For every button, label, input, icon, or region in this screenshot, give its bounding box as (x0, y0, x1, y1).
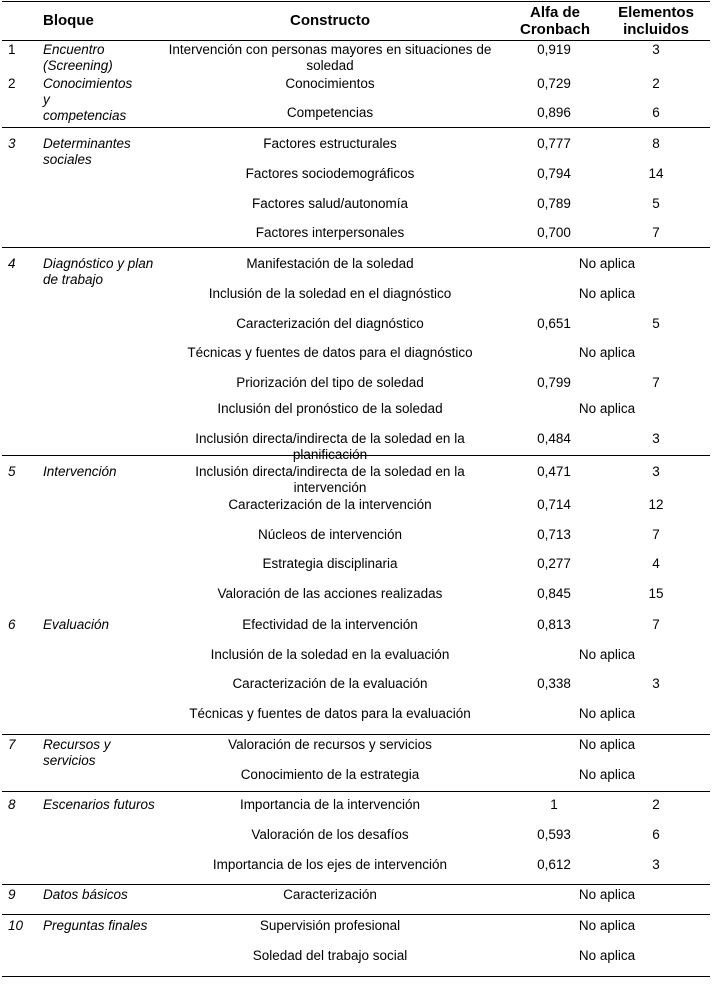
no-aplica-cell: No aplica (578, 767, 636, 782)
construct-cell: Inclusión directa/indirecta de la soledad en la intervención (195, 464, 465, 495)
block-name (43, 76, 158, 124)
construct-cell: Valoración de las acciones realizadas (217, 586, 443, 601)
block-rule (2, 914, 710, 915)
alpha-cell: 0,896 (537, 105, 571, 120)
block-name-line: y (43, 92, 50, 107)
header-alfa-line2: Cronbach (519, 21, 590, 38)
elements-cell: 2 (652, 76, 660, 91)
block-name: Recursos y servicios (43, 737, 111, 768)
alpha-cell: 0,799 (537, 375, 571, 390)
elements-cell: 6 (652, 105, 660, 120)
block-number: 7 (8, 737, 16, 752)
alpha-cell: 0,813 (537, 617, 571, 632)
elements-cell: 3 (652, 431, 660, 446)
construct-cell: Caracterización (283, 887, 377, 902)
header-alfa (505, 4, 605, 38)
alpha-cell: 0,651 (537, 316, 571, 331)
construct-cell: Manifestación de la soledad (246, 256, 414, 271)
block-rule (2, 734, 710, 735)
block-rule (2, 247, 710, 248)
block-name: Datos básicos (43, 887, 128, 902)
construct-cell: Supervisión profesional (259, 918, 401, 933)
header-elem-line2: incluidos (623, 21, 689, 38)
header-elem-line1: Elementos (618, 4, 694, 21)
no-aplica-cell: No aplica (578, 401, 636, 416)
alpha-cell: 0,845 (537, 586, 571, 601)
alpha-cell: 0,713 (537, 527, 571, 542)
elements-cell: 8 (652, 136, 660, 151)
block-name: Escenarios futuros (43, 797, 155, 812)
alpha-cell: 0,777 (537, 136, 571, 151)
elements-cell: 2 (652, 797, 660, 812)
elements-cell: 12 (648, 497, 664, 512)
alpha-cell: 0,471 (537, 464, 571, 479)
header-constructo: Constructo (290, 12, 370, 29)
construct-cell: Caracterización de la evaluación (232, 676, 428, 691)
elements-cell: 5 (652, 196, 660, 211)
construct-cell: Estrategia disciplinaria (262, 556, 398, 571)
construct-cell: Factores salud/autonomía (251, 196, 409, 211)
alpha-cell: 0,794 (537, 166, 571, 181)
elements-cell: 7 (652, 617, 660, 632)
construct-cell: Competencias (286, 105, 374, 120)
elements-cell: 7 (652, 225, 660, 240)
construct-cell: Inclusión de la soledad en la evaluación (210, 647, 450, 662)
alpha-cell: 1 (550, 797, 558, 812)
elements-cell: 15 (648, 586, 664, 601)
block-rule (2, 976, 710, 977)
block-number: 2 (8, 76, 16, 91)
block-number: 8 (8, 797, 16, 812)
construct-cell: Técnicas y fuentes de datos para la evaluación (189, 706, 471, 721)
construct-cell: Técnicas y fuentes de datos para el diagnóstico (187, 345, 473, 360)
no-aplica-cell: No aplica (578, 948, 636, 963)
construct-cell: Factores estructurales (263, 136, 397, 151)
header-alfa-line1: Alfa de (529, 4, 580, 21)
construct-cell: Priorización del tipo de soledad (236, 375, 424, 390)
no-aplica-cell: No aplica (578, 887, 636, 902)
elements-cell: 7 (652, 375, 660, 390)
no-aplica-cell: No aplica (578, 706, 636, 721)
alpha-cell: 0,789 (537, 196, 571, 211)
alpha-cell: 0,338 (537, 676, 571, 691)
elements-cell: 5 (652, 316, 660, 331)
construct-cell: Intervención con personas mayores en situaciones de soledad (168, 42, 492, 73)
block-name-line: Conocimientos (43, 76, 133, 91)
construct-cell: Factores sociodemográficos (245, 166, 415, 181)
elements-cell: 7 (652, 527, 660, 542)
block-number: 9 (8, 887, 16, 902)
block-number: 6 (8, 617, 16, 632)
block-rule (2, 455, 710, 456)
block-name: Determinantes sociales (43, 136, 131, 167)
elements-cell: 14 (648, 166, 664, 181)
construct-cell: Caracterización del diagnóstico (236, 316, 424, 331)
construct-cell: Factores interpersonales (255, 225, 405, 240)
block-number: 5 (8, 464, 16, 479)
construct-cell: Caracterización de la intervención (228, 497, 432, 512)
no-aplica-cell: No aplica (578, 286, 636, 301)
no-aplica-cell: No aplica (578, 647, 636, 662)
alpha-cell: 0,484 (537, 431, 571, 446)
construct-cell: Importancia de la intervención (239, 797, 421, 812)
construct-cell: Inclusión del pronóstico de la soledad (217, 401, 443, 416)
no-aplica-cell: No aplica (578, 345, 636, 360)
construct-cell: Efectividad de la intervención (242, 617, 418, 632)
construct-cell: Núcleos de intervención (257, 527, 403, 542)
elements-cell: 3 (652, 857, 660, 872)
header-elementos (606, 4, 706, 38)
construct-cell: Inclusión de la soledad en el diagnóstico (208, 286, 452, 301)
block-number: 3 (8, 136, 16, 151)
header-bloque: Bloque (43, 12, 94, 29)
construct-cell: Importancia de los ejes de intervención (212, 857, 448, 872)
construct-cell: Inclusión directa/indirecta de la soledad en la planificación (195, 431, 465, 462)
no-aplica-cell: No aplica (578, 256, 636, 271)
elements-cell: 3 (652, 464, 660, 479)
alpha-cell: 0,714 (537, 497, 571, 512)
table-top-rule (2, 1, 710, 2)
block-number: 4 (8, 256, 16, 271)
elements-cell: 3 (652, 676, 660, 691)
block-name: Diagnóstico y plan de trabajo (43, 256, 154, 287)
alpha-cell: 0,277 (537, 556, 571, 571)
construct-cell: Valoración de recursos y servicios (228, 737, 432, 752)
construct-cell: Soledad del trabajo social (252, 948, 408, 963)
construct-cell: Conocimientos (285, 76, 375, 91)
elements-cell: 3 (652, 42, 660, 57)
construct-cell: Valoración de los desafíos (251, 827, 409, 842)
block-number: 1 (8, 42, 16, 57)
block-rule (2, 127, 710, 128)
block-name: Intervención (43, 464, 117, 479)
elements-cell: 6 (652, 827, 660, 842)
alpha-cell: 0,612 (537, 857, 571, 872)
elements-cell: 4 (652, 556, 660, 571)
construct-cell: Conocimiento de la estrategia (240, 767, 420, 782)
no-aplica-cell: No aplica (578, 737, 636, 752)
alpha-cell: 0,919 (537, 42, 571, 57)
block-rule (2, 884, 710, 885)
block-name: Encuentro (Screening) (43, 42, 113, 73)
block-name: Preguntas finales (43, 918, 148, 933)
block-name: Evaluación (43, 617, 110, 632)
alpha-cell: 0,593 (537, 827, 571, 842)
block-name-line: competencias (43, 108, 127, 123)
no-aplica-cell: No aplica (578, 918, 636, 933)
alpha-cell: 0,729 (537, 76, 571, 91)
alpha-cell: 0,700 (537, 225, 571, 240)
block-number: 10 (8, 918, 24, 933)
header-rule (2, 40, 710, 41)
block-rule (2, 791, 710, 792)
